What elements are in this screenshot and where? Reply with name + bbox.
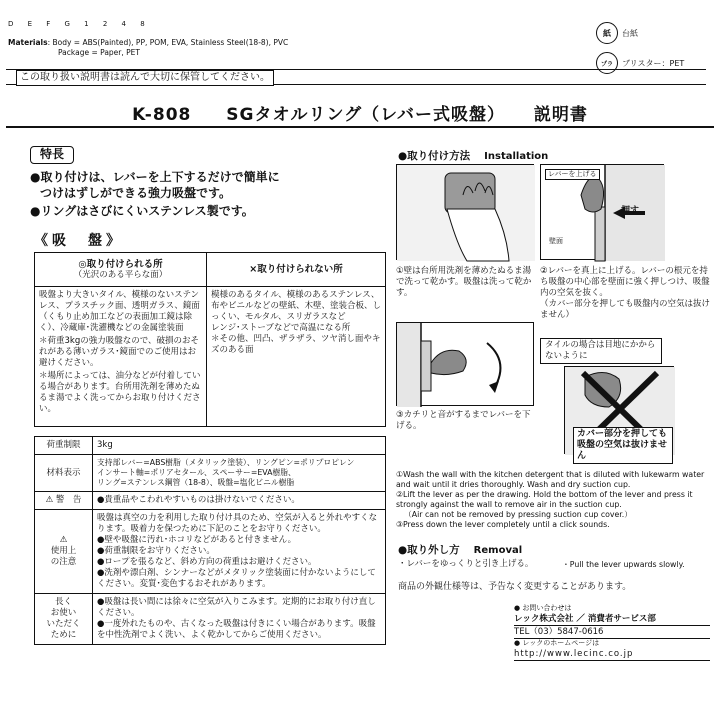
- material-line1: 支持部レバー=ABS樹脂（メタリック塗装）、リングピン=ポリプロピレン: [97, 458, 355, 467]
- materials-label: Materials: [8, 38, 48, 47]
- recycle-paper-label: 台紙: [622, 28, 638, 38]
- cannot-cell: [207, 287, 386, 427]
- tile-note-box: [540, 338, 710, 364]
- en-step2: ②Lift the lever as per the drawing. Hold the bottom of the lever and press it strongly against the wall to remove air in the suction cup.: [396, 490, 693, 509]
- caution-label-2: の注意: [50, 557, 77, 567]
- materials-line1: : Body = ABS(Painted), PP, POM, EVA, Stainless Steel(18-8), PVC: [47, 38, 289, 47]
- department: ／ 消費者サービス部: [576, 614, 656, 624]
- push-label: 押す: [621, 206, 640, 216]
- cover-warning-2: 吸盤の空気は抜けません: [577, 440, 668, 461]
- caution-intro: 吸盤は真空の力を利用した取り付け具のため、空気が入ると外れやすくなります。吸着力を保つために下記のことをお守りください。: [97, 513, 378, 534]
- can-header-line2: （光沢のある平らな面）: [73, 269, 168, 280]
- inquiry-label: ● お問い合わせは: [514, 604, 572, 612]
- warning-label-cell: [35, 492, 93, 510]
- title-suffix: 説明書: [533, 105, 588, 125]
- removal-jp: ・レバーをゆっくりと引き上げる。: [398, 559, 534, 569]
- installation-heading-jp: ●取り付け方法: [398, 150, 471, 162]
- long-label-2: お使い: [50, 608, 77, 618]
- materials-line2: Package = Paper, PET: [58, 48, 140, 57]
- material-line3: リング=ステンレス鋼管（18-8）、吸盤=塩化ビニル樹脂: [97, 478, 295, 487]
- feature-1-line1: ●取り付けは、レバーを上下するだけで簡単に: [30, 170, 280, 184]
- english-instructions: [396, 470, 712, 530]
- lever-down-icon: [397, 323, 535, 407]
- can-header-line1: ◎取り付けられる所: [78, 258, 163, 270]
- title-rule: [6, 126, 714, 128]
- contact-block: [514, 604, 710, 661]
- lever-up-label: レバーを上げる: [545, 169, 600, 180]
- long-label-1: 長く: [54, 597, 72, 607]
- cannot-note-1: レンジ･ストーブなどで高温になる所: [211, 323, 351, 333]
- installation-heading: [398, 148, 548, 163]
- cannot-note-2: ＊その他、凹凸、ザラザラ、ツヤ消し面やキズのある面: [211, 334, 381, 355]
- long-use-label-cell: [35, 594, 93, 645]
- cover-warning-1: カバー部分を押しても: [577, 429, 668, 439]
- cover-warning-illustration: [564, 366, 674, 461]
- long-label-3: いただく: [46, 619, 81, 629]
- keep-notice: この取り扱い説明書は読んで大切に保管してください。: [16, 70, 274, 86]
- page-title: [0, 100, 720, 125]
- long-2: ●一度外れたものや、古くなった吸盤は付きにくい場合があります。吸盤を中性洗剤でよく洗い、よく乾かしてからご使用ください。: [97, 619, 376, 640]
- specs-table: [34, 436, 386, 645]
- removal-en: ・Pull the lever upwards slowly.: [562, 560, 685, 569]
- barcode-text: D E F G 1 2 4 8: [8, 20, 151, 28]
- material-label: 材料表示: [35, 455, 93, 492]
- en-step2-note: （Air can not be removed by pressing suction cup cover.）: [404, 510, 633, 519]
- company-name: レック株式会社: [514, 614, 574, 624]
- warning-icon: ⚠: [45, 495, 54, 505]
- caution-2: ●荷重制限をお守りください。: [97, 546, 215, 556]
- materials-block: [8, 38, 288, 58]
- installation-heading-en: Installation: [484, 151, 549, 162]
- can-body: 吸盤より大きいタイル、模様のないステンレス、プラスチック面、透明ガラス、鏡面（くもり止め加工などの表面加工鏡は除く）、冷蔵庫･洗濯機などの金属塗装面: [39, 290, 200, 333]
- load-value: 3kg: [93, 437, 386, 455]
- step2-illustration: [540, 164, 664, 260]
- caution-label-cell: [35, 510, 93, 594]
- caution-label-1: 使用上: [50, 546, 77, 556]
- long-1: ●吸盤は長い間には徐々に空気が入りこみます。定期的にお取り付け直しください。: [97, 597, 376, 618]
- tile-note: タイルの場合は目地にかからないように: [540, 338, 662, 364]
- telephone: TEL（03）5847-0616: [514, 626, 710, 639]
- spec-change-notice: 商品の外観仕様等は、予告なく変更することがあります。: [398, 582, 632, 592]
- suction-table: [34, 252, 386, 427]
- homepage-label: ● レックのホームページは: [514, 639, 600, 647]
- step3-illustration: [396, 322, 534, 406]
- caution-icon: ⚠: [59, 535, 68, 545]
- suction-heading: 《吸 盤》: [34, 233, 124, 249]
- material-cell: [93, 455, 386, 492]
- step1-caption: ①壁は台所用洗剤を薄めたぬるま湯で洗って乾かす。吸盤は洗って乾かす。: [396, 266, 532, 298]
- caution-4: ●洗剤や漂白剤、シンナーなどがメタリック塗装面に付かないようにしてください。変質･変色するおそれがあります。: [97, 568, 376, 589]
- en-step1: ①Wash the wall with the kitchen detergent that is diluted with lukewarm water and wait until it dries thoroughly. Wash and dry suction cup.: [396, 470, 705, 489]
- washing-hand-icon: [397, 165, 535, 261]
- cannot-header: ×取り付けられない所: [207, 253, 386, 287]
- caution-3: ●ロープを張るなど、斜め方向の荷重はお避けください。: [97, 557, 317, 567]
- removal-heading-en: Removal: [473, 545, 523, 556]
- wall-label: 壁面: [549, 237, 563, 245]
- load-label: 荷重制限: [35, 437, 93, 455]
- step2-text: ②レバーを真上に上げる。レバーの根元を持ち吸盤の中心部を壁面に強く押しつけ、吸盤内の空気を抜く。: [540, 266, 710, 298]
- model-number: K-808: [132, 105, 192, 125]
- step2-note: （カバー部分を押しても吸盤内の空気は抜けません）: [540, 299, 711, 320]
- cannot-body: 模様のあるタイル、模様のあるステンレス、布やビニルなどの壁紙、木壁、塗装合板、しっくい、モルタル、スリガラスなど: [211, 290, 382, 322]
- en-step3: ③Press down the lever completely until a click sounds.: [396, 520, 610, 529]
- long-use-cell: [93, 594, 386, 645]
- warning-label: 警 告: [55, 495, 82, 505]
- long-label-4: ために: [50, 630, 77, 640]
- can-header: [35, 253, 207, 287]
- caution-cell: [93, 510, 386, 594]
- website-url: http://www.lecinc.co.jp: [514, 648, 710, 661]
- can-note-1: ＊荷重3kgの強力吸盤なので、破損のおそれがある薄いガラス･鏡面でのご使用はお避けください。: [39, 336, 200, 368]
- plastic-recycle-icon: プラ: [596, 52, 618, 74]
- step3-caption: ③カチリと音がするまでレバーを下げる。: [396, 410, 531, 431]
- removal-heading-jp: ●取り外し方: [398, 544, 460, 556]
- keep-notice-bar: [6, 69, 706, 85]
- can-note-2: ＊場所によっては、油分などが付着している場合があります。台所用洗剤を薄めたぬるま湯でよく洗ってからお取り付けください。: [39, 371, 201, 414]
- cover-warning: [573, 427, 673, 464]
- recycle-plastic-label: ブリスター：PET: [622, 58, 685, 68]
- caution-1: ●壁や吸盤に汚れ･ホコリなどがあると付きません。: [97, 535, 297, 545]
- recycle-paper: [596, 22, 638, 44]
- can-cell: [35, 287, 207, 427]
- product-name: SGタオルリング（レバー式吸盤）: [226, 105, 505, 125]
- step1-illustration: [396, 164, 534, 260]
- removal-heading: [398, 542, 522, 557]
- features-heading: 特長: [30, 146, 74, 164]
- step2-caption: [540, 266, 710, 321]
- material-line2: インサート軸=ポリアセタール、スペーサー=EVA樹脂、: [97, 468, 296, 477]
- paper-recycle-icon: 紙: [596, 22, 618, 44]
- warning-text: ●貴重品やこわれやすいものは掛けないでください。: [93, 492, 386, 510]
- feature-2: ●リングはさびにくいステンレス製です。: [30, 204, 254, 218]
- company-line: [514, 613, 710, 626]
- feature-1-line2: つけはずしができる強力吸盤です。: [40, 186, 232, 200]
